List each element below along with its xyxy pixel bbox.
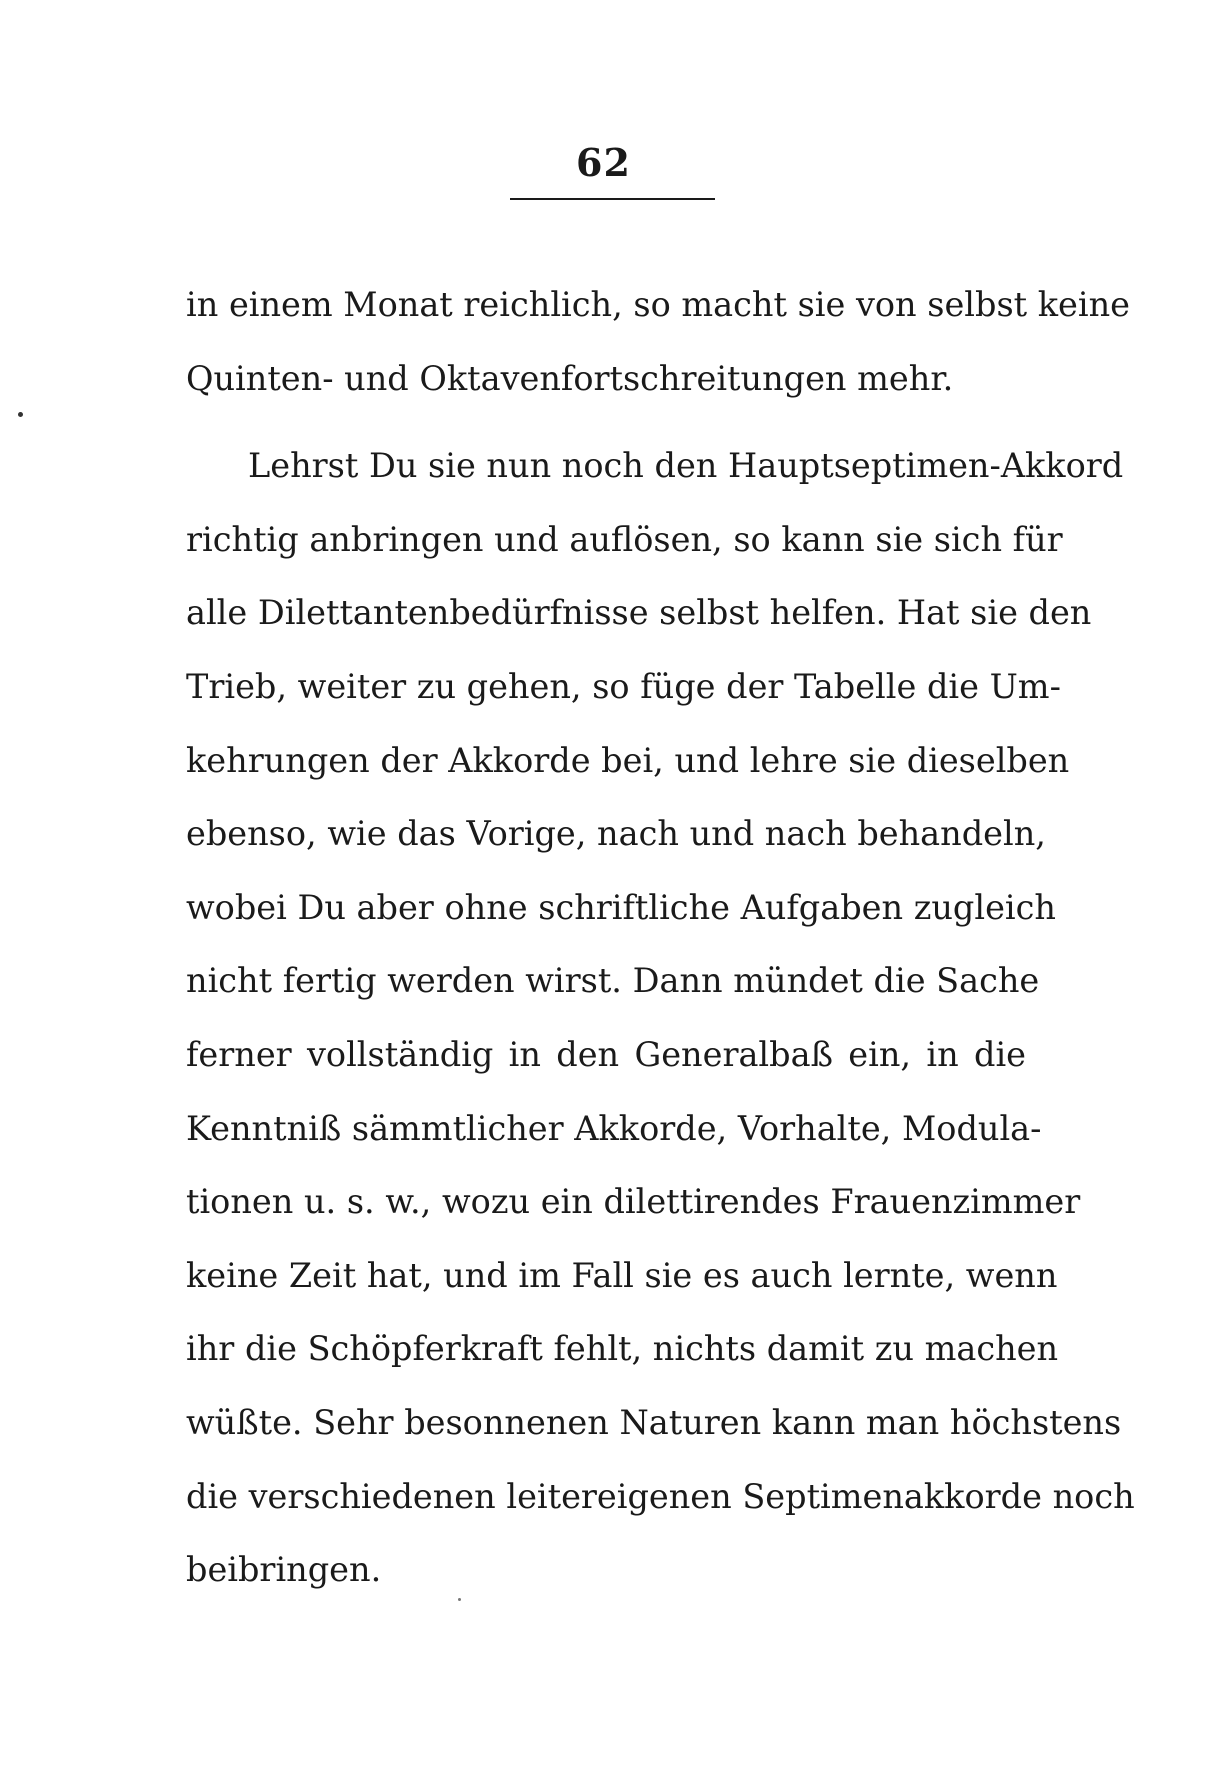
paragraph-gap [186,415,1026,429]
body-text [186,268,1135,1607]
page-number: 62 [576,140,631,185]
text-line: ebenso, wie das Vorige, nach und nach behandeln, [186,814,1046,854]
paragraph-1 [186,268,1130,415]
text-line: ihr die Schöpferkraft fehlt, nichts damit zu machen [186,1329,1059,1369]
header-rule [510,198,715,200]
text-line: wüßte. Sehr besonnenen Naturen kann man höchstens [186,1402,1122,1442]
text-line: richtig anbringen und auflösen, so kann sie sich für [186,519,1063,559]
text-line: keine Zeit hat, und im Fall sie es auch lernte, wenn [186,1255,1058,1295]
text-line: die verschiedenen leitereigenen Septimenakkorde noch [186,1476,1135,1516]
text-line: in einem Monat reichlich, so macht sie von selbst keine [186,285,1130,324]
scan-speck [18,412,23,417]
paragraph-2 [186,429,1135,1607]
text-line: nicht fertig werden wirst. Dann mündet die Sache [186,961,1040,1001]
text-line: kehrungen der Akkorde bei, und lehre sie dieselben [186,740,1070,780]
text-line: Trieb, weiter zu gehen, so füge der Tabelle die Um- [186,666,1061,706]
text-line: wobei Du aber ohne schriftliche Aufgaben zugleich [186,887,1056,927]
text-line: alle Dilettantenbedürfnisse selbst helfen. Hat sie den [186,593,1092,633]
text-line: Quinten- und Oktavenfortschreitungen mehr. [186,358,954,398]
text-line: tionen u. s. w., wozu ein dilettirendes Frauenzimmer [186,1182,1081,1222]
scan-speck [458,1598,461,1601]
text-line: ferner vollständig in den Generalbaß ein, in die [186,1034,1026,1074]
text-line: Lehrst Du sie nun noch den Hauptseptimen-Akkord [248,446,1124,486]
text-line: Kenntniß sämmtlicher Akkorde, Vorhalte, Modula- [186,1108,1042,1148]
text-line: beibringen. [186,1550,382,1590]
